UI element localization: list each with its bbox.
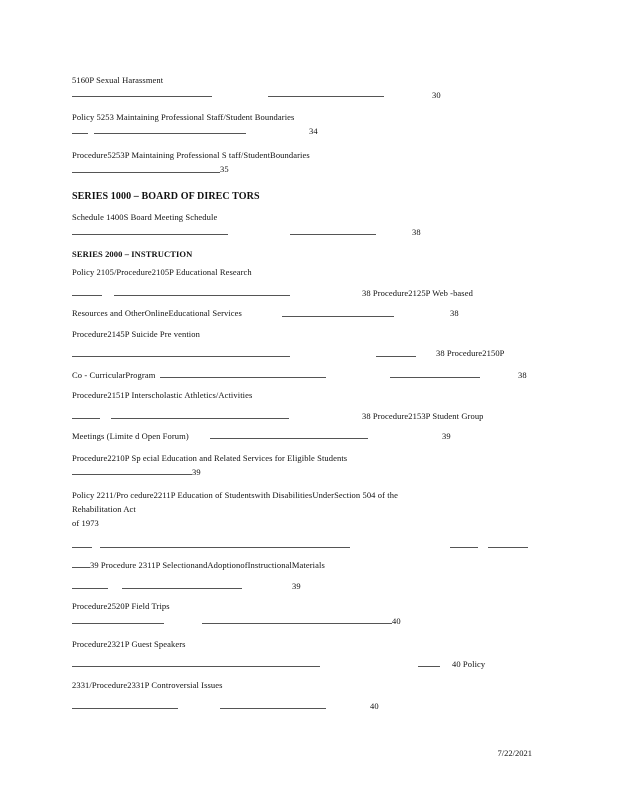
toc-entry-2150P-cont: Co - CurricularProgram	[72, 370, 156, 380]
toc-entry-2153P: 38 Procedure2153P Student Group	[362, 411, 484, 421]
toc-entry-5253P: Procedure5253P Maintaining Professional S taff/StudentBoundaries	[72, 150, 310, 160]
toc-entry-2520P: Procedure2520P Field Trips	[72, 601, 170, 611]
toc-entry-2211: Policy 2211/Pro cedure2211P Education of Studentswith DisabilitiesUnderSection 504 of the	[72, 490, 398, 500]
leader-rule	[268, 96, 384, 97]
leader-rule	[111, 418, 289, 419]
leader-rule	[282, 316, 394, 317]
leader-rule	[72, 172, 220, 173]
leader-rule	[94, 133, 246, 134]
toc-entry-2125P-cont: Resources and OtherOnlineEducational Services	[72, 308, 242, 318]
leader-rule	[72, 623, 164, 624]
leader-rule	[202, 623, 392, 624]
toc-entry-2331: 40 Policy	[452, 659, 486, 669]
toc-entry-5253: Policy 5253 Maintaining Professional Staff/Student Boundaries	[72, 112, 295, 122]
leader-rule	[220, 708, 326, 709]
toc-entry-2145P: Procedure2145P Suicide Pre vention	[72, 329, 200, 339]
page-number: 38	[412, 227, 421, 237]
leader-rule	[100, 547, 350, 548]
toc-entry-2321P: Procedure2321P Guest Speakers	[72, 639, 186, 649]
toc-entry-2125P: 38 Procedure2125P Web -based	[362, 288, 473, 298]
leader-rule	[72, 567, 90, 568]
toc-entry-2311P: 39 Procedure 2311P SelectionandAdoptionofInstructionalMaterials	[90, 560, 325, 570]
leader-rule	[390, 377, 480, 378]
page-number: 38	[518, 370, 527, 380]
leader-rule	[160, 377, 326, 378]
leader-rule	[376, 356, 416, 357]
page-number: 39	[192, 467, 201, 477]
leader-rule	[450, 547, 478, 548]
page-number: 40	[392, 616, 401, 626]
leader-rule	[72, 547, 92, 548]
toc-entry-2151P: Procedure2151P Interscholastic Athletics/Activities	[72, 390, 253, 400]
leader-rule	[72, 418, 100, 419]
series-2000-heading: SERIES 2000 – INSTRUCTION	[72, 249, 193, 259]
toc-entry-5160P: 5160P Sexual Harassment	[72, 75, 164, 85]
page-number: 34	[309, 126, 318, 136]
leader-rule	[418, 666, 440, 667]
leader-rule	[72, 96, 212, 97]
leader-rule	[72, 588, 108, 589]
leader-rule	[488, 547, 528, 548]
leader-rule	[210, 438, 368, 439]
series-1000-heading: SERIES 1000 – BOARD OF DIREC TORS	[72, 191, 260, 202]
leader-rule	[72, 474, 192, 475]
toc-entry-2105: Policy 2105/Procedure2105P Educational Research	[72, 267, 252, 277]
toc-entry-2211-cont: Rehabilitation Act	[72, 504, 136, 514]
toc-entry-2153P-cont: Meetings (Limite d Open Forum)	[72, 431, 189, 441]
footer-date: 7/22/2021	[497, 748, 532, 758]
leader-rule	[72, 356, 290, 357]
toc-entry-2331-cont: 2331/Procedure2331P Controversial Issues	[72, 680, 223, 690]
page-number: 38	[450, 308, 459, 318]
toc-entry-2150P: 38 Procedure2150P	[436, 348, 505, 358]
leader-rule	[72, 133, 88, 134]
toc-entry-2210P: Procedure2210P Sp ecial Education and Related Services for Eligible Students	[72, 453, 348, 463]
leader-rule	[72, 234, 228, 235]
leader-rule	[72, 666, 320, 667]
page-number: 40	[370, 701, 379, 711]
page-number: 39	[292, 581, 301, 591]
leader-rule	[290, 234, 376, 235]
page-number: 35	[220, 164, 229, 174]
leader-rule	[72, 295, 102, 296]
page-number: 30	[432, 90, 441, 100]
toc-entry-1400S: Schedule 1400S Board Meeting Schedule	[72, 212, 218, 222]
leader-rule	[72, 708, 178, 709]
page-number: 39	[442, 431, 451, 441]
toc-entry-2211-cont2: of 1973	[72, 518, 99, 528]
leader-rule	[114, 295, 290, 296]
leader-rule	[122, 588, 242, 589]
